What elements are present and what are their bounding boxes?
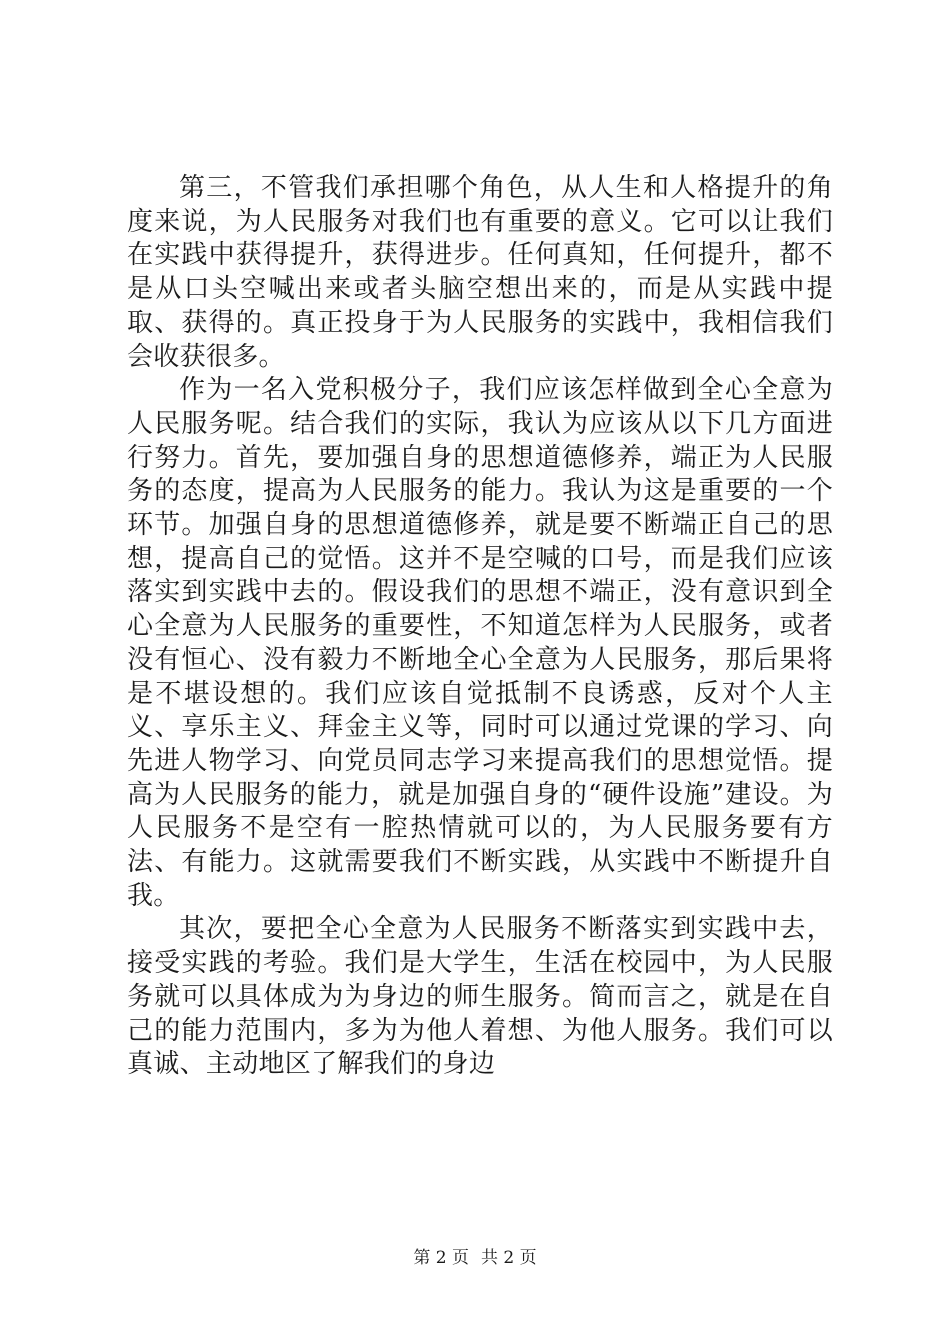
page-number: 第 2 页 [413,1248,469,1268]
page-footer [0,1243,950,1268]
paragraph-role-significance: 第三，不管我们承担哪个角色，从人生和人格提升的角度来说，为人民服务对我们也有重要的意义。它可以让我们在实践中获得提升，获得进步。任何真知，任何提升，都不是从口头空喊出来或者头脑空想出来的，而是从实践中提取、获得的。真正投身于为人民服务的实践中，我相信我们会收获很多。 [127,173,833,372]
document-body [127,172,833,1082]
paragraph-how-to-serve: 作为一名入党积极分子，我们应该怎样做到全心全意为人民服务呢。结合我们的实际，我认为应该从以下几方面进行努力。首先，要加强自身的思想道德修养，端正为人民服务的态度，提高为人民服务的能力。我认为这是重要的一个环节。加强自身的思想道德修养，就是要不断端正自己的思想，提高自己的觉悟。这并不是空喊的口号，而是我们应该落实到实践中去的。假设我们的思想不端正，没有意识到全心全意为人民服务的重要性，不知道怎样为人民服务，或者没有恒心、没有毅力不断地全心全意为人民服务，那后果将是不堪设想的。我们应该自觉抵制不良诱惑，反对个人主义、享乐主义、拜金主义等，同时可以通过党课的学习、向先进人物学习、向党员同志学习来提高我们的思想觉悟。提高为人民服务的能力，就是加强自身的“硬件设施”建设。为人民服务不是空有一腔热情就可以的，为人民服务要有方法、有能力。这就需要我们不断实践，从实践中不断提升自我。 [127,375,833,911]
paragraph-practice: 其次，要把全心全意为人民服务不断落实到实践中去，接受实践的考验。我们是大学生，生活在校园中，为人民服务就可以具体成为为身边的师生服务。简而言之，就是在自己的能力范围内，多为为他人着想、为他人服务。我们可以真诚、主动地区了解我们的身边 [127,914,833,1080]
page-total: 共 2 页 [481,1248,537,1268]
